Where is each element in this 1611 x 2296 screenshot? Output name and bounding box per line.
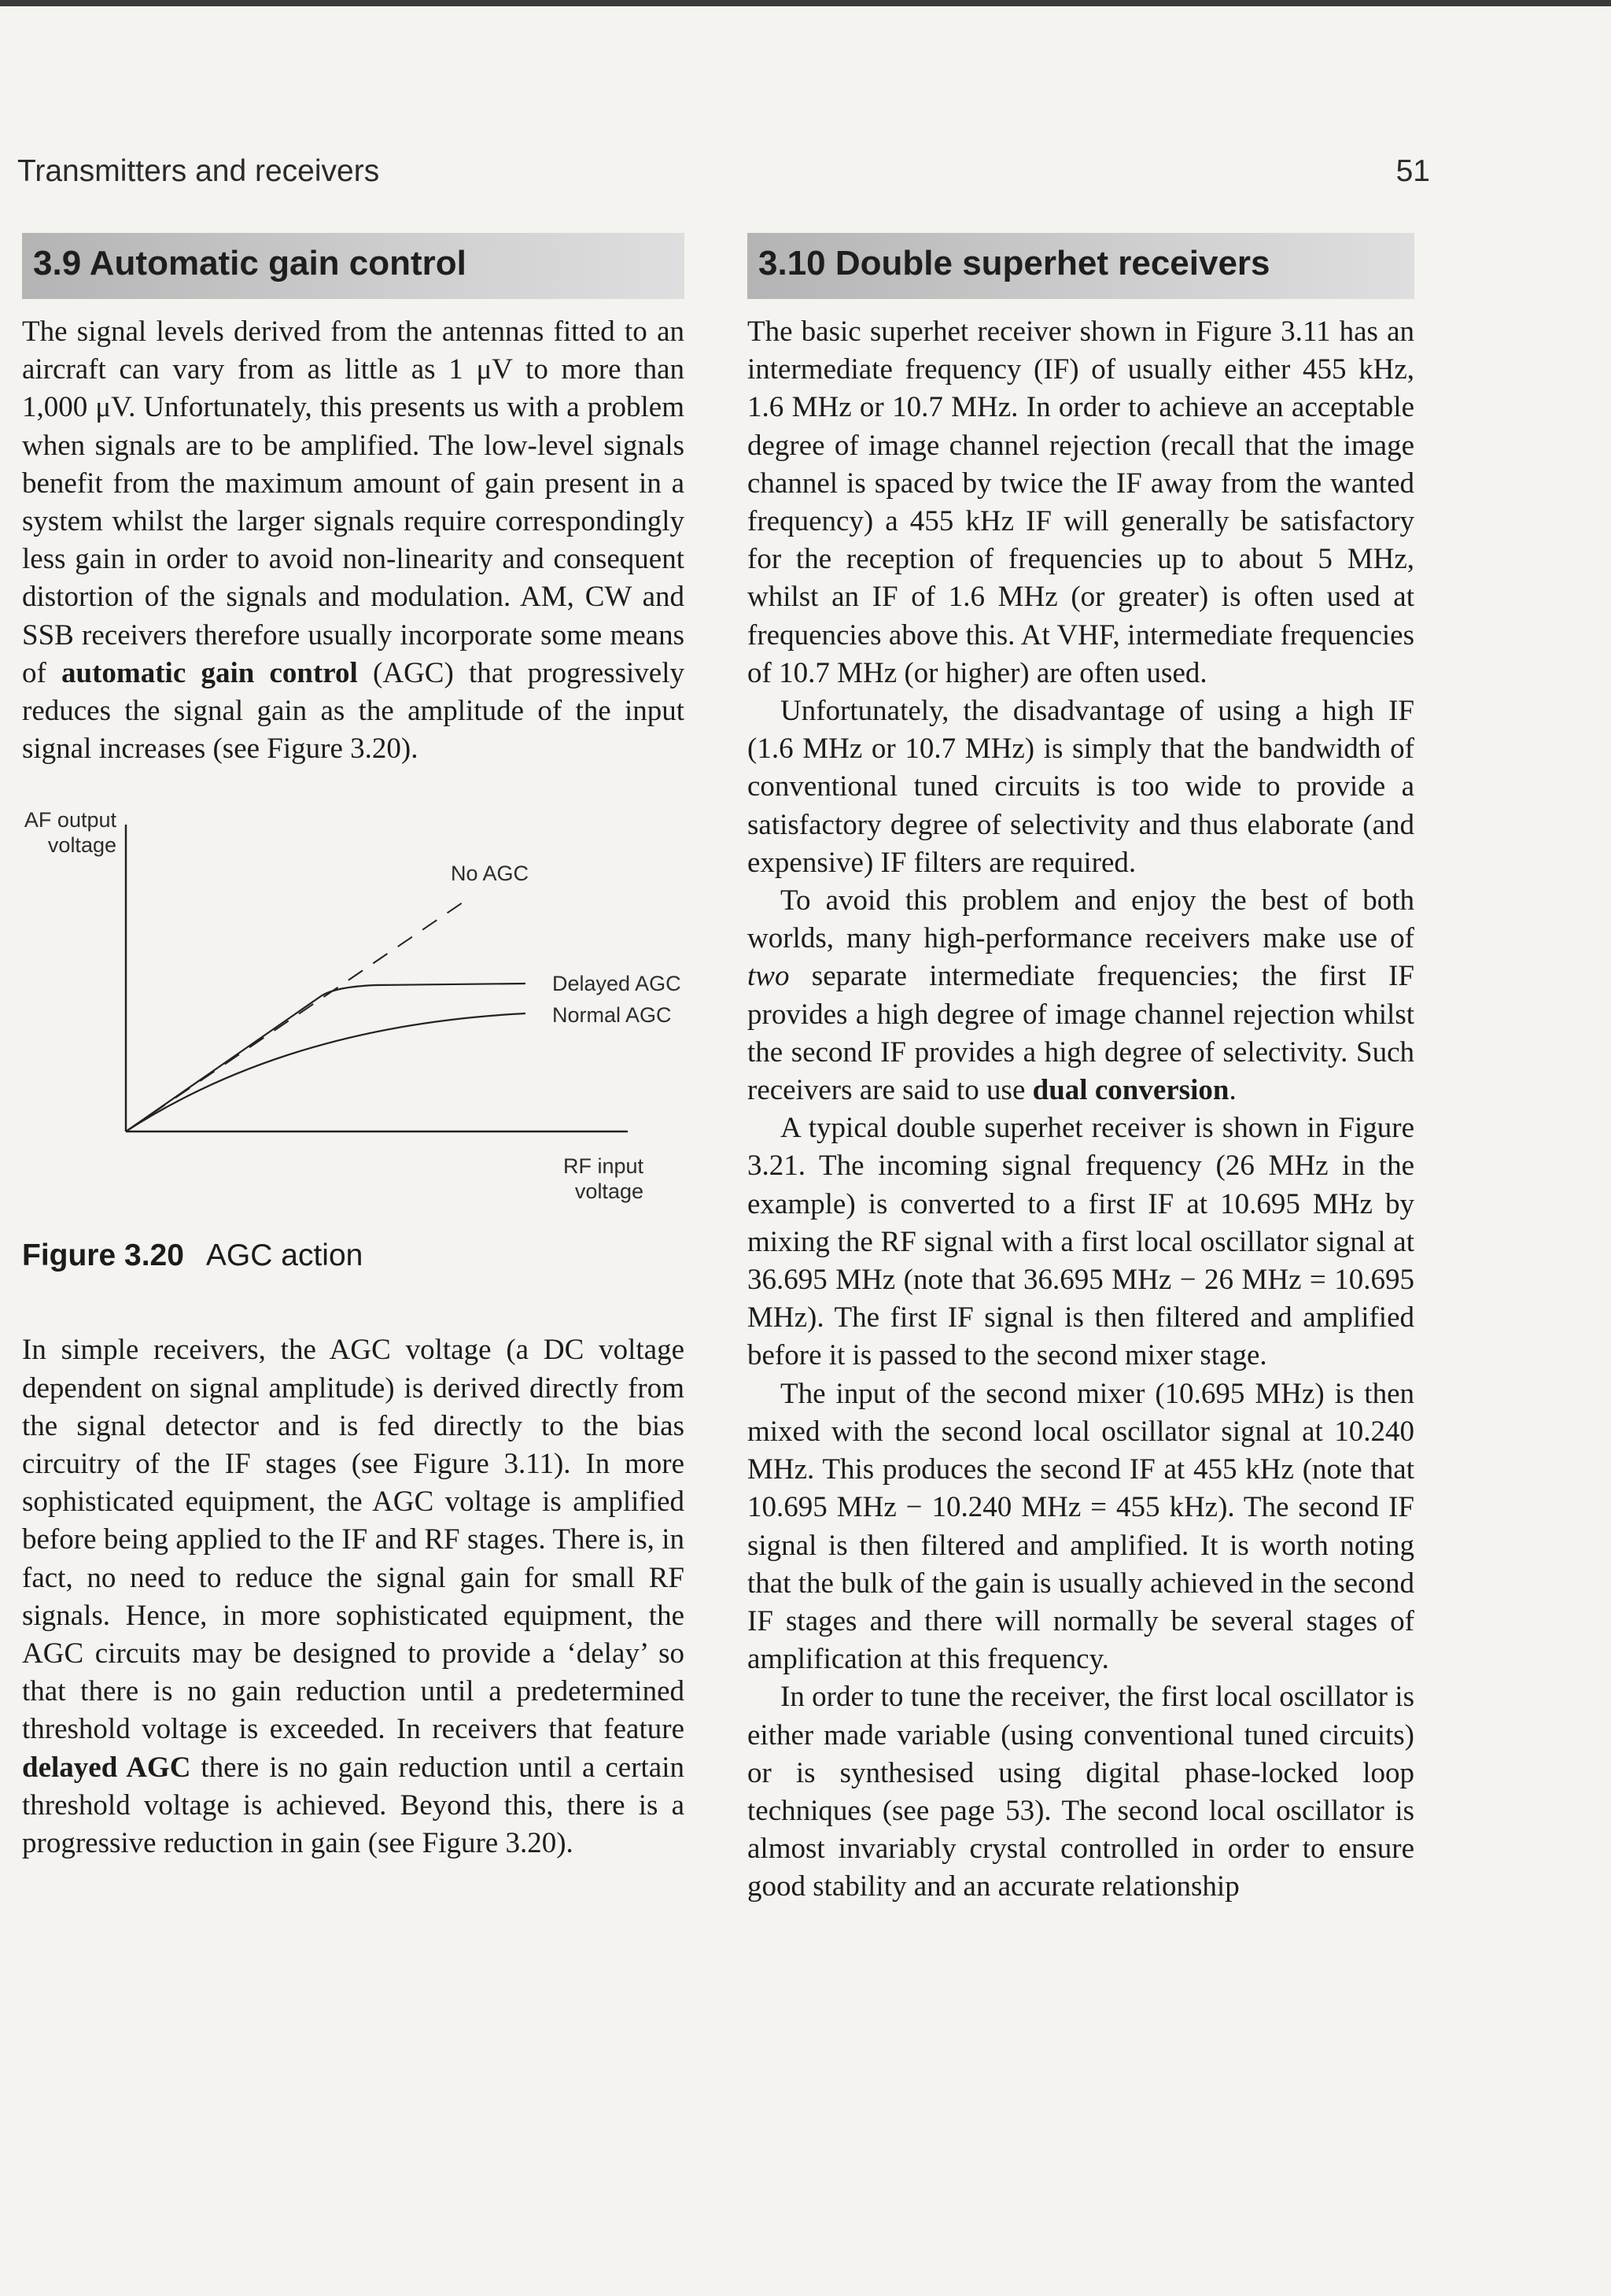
paragraph — [747, 882, 1414, 1109]
figure-caption-text: AGC action — [205, 1238, 363, 1273]
figure-3-20-agc-graph — [22, 801, 684, 1289]
double-superhet-text — [747, 313, 1414, 1907]
term-automatic-gain-control: automatic gain control — [61, 656, 358, 689]
left-column — [22, 233, 684, 1862]
agc-intro-paragraph — [22, 313, 684, 768]
text-run: To avoid this problem and enjoy the best of both worlds, many high-performance receivers make use of — [747, 884, 1414, 955]
x-axis-label — [533, 1154, 643, 1204]
paragraph: A typical double superhet receiver is shown in Figure 3.21. The incoming signal frequency (26 MHz in the example) is converted to a first IF at 10.695 MHz by mixing the RF signal with a first local oscillator signal at 36.695 MHz (note that 36.695 MHz − 26 MHz = 10.695 MHz). The first IF signal is then filtered and amplified before it is passed to the second mixer stage. — [747, 1112, 1414, 1372]
running-title: Transmitters and receivers — [17, 154, 380, 188]
text-run: . — [1229, 1074, 1237, 1107]
y-axis-label — [22, 807, 116, 858]
label-delayed-agc: Delayed AGC — [552, 972, 681, 996]
agc-detail-paragraph — [22, 1331, 684, 1862]
paragraph: In order to tune the receiver, the first local oscillator is either made variable (using conventional tuned circuits) or is synthesised using digital phase-locked loop techniques (see page 53). The second local oscillator is almost invariably crystal controlled in order to ensure good stability and an accurate relationship — [747, 1681, 1414, 1903]
section-heading-3-9: 3.9 Automatic gain control — [22, 233, 684, 299]
paragraph: The input of the second mixer (10.695 MHz) is then mixed with the second local oscillator signal at 10.240 MHz. This produces the second IF at 455 kHz (note that 10.695 MHz − 10.240 MHz = 455 kHz). The second IF signal is then filtered and amplified. It is worth noting that the bulk of the gain is usually achieved in the second IF stages and there will normally be several stages of amplification at this frequency. — [747, 1377, 1414, 1676]
text-run: In simple receivers, the AGC voltage (a DC voltage dependent on signal amplitude) is derived directly from the signal detector and is fed directly to the bias circuitry of the IF stages (see Figure 3.11). In more sophisticated equipment, the AGC voltage is amplified before being applied to the IF and RF stages. There is, in fact, no need to reduce the signal gain for small RF signals. Hence, in more sophisticated equipment, the AGC circuits may be designed to provide a ‘delay’ so that there is no gain reduction until a predetermined threshold voltage is exceeded. In receivers that feature — [22, 1334, 684, 1746]
label-normal-agc: Normal AGC — [552, 1003, 672, 1028]
page-number: 51 — [1395, 154, 1430, 188]
page-top-rule — [0, 0, 1611, 6]
term-delayed-agc: delayed AGC — [22, 1751, 191, 1784]
paragraph: Unfortunately, the disadvantage of using a high IF (1.6 MHz or 10.7 MHz) is simply that the bandwidth of conventional tuned circuits is too wide to provide a satisfactory degree of selectivity and thus elaborate (and expensive) IF filters are required. — [747, 695, 1414, 879]
paragraph: The basic superhet receiver shown in Figure 3.11 has an intermediate frequency (IF) of usually either 455 kHz, 1.6 MHz or 10.7 MHz. In order to achieve an acceptable degree of image channel rejection (recall that the image channel is spaced by twice the IF away from the wanted frequency) a 455 kHz IF will generally be satisfactory for the reception of frequencies up to about 5 MHz, whilst an IF of 1.6 MHz (or greater) is often used at frequencies above this. At VHF, intermediate frequencies of 10.7 MHz (or higher) are often used. — [747, 316, 1414, 689]
label-no-agc: No AGC — [451, 862, 529, 886]
delayed-agc-curve — [126, 984, 525, 1131]
normal-agc-curve — [126, 1013, 525, 1131]
y-axis-label-line: AF output — [24, 808, 116, 832]
term-dual-conversion: dual conversion — [1032, 1074, 1229, 1107]
text-run: there is no gain reduction until a certain threshold voltage is achieved. Beyond this, there is a progressive reduction in gain (see Figure 3.20). — [22, 1751, 684, 1860]
text-run: The signal levels derived from the antennas fitted to an aircraft can vary from as little as 1 μV to more than 1,000 μV. Unfortunately, this presents us with a problem when signals are to be amplified. The low-level signals benefit from the maximum amount of gain present in a system whilst the larger signals require correspondingly less gain in order to avoid non-linearity and consequent distortion of the signals and modulation. AM, CW and SSB receivers therefore usually incorporate some means of — [22, 316, 684, 689]
section-heading-3-10: 3.10 Double superhet receivers — [747, 233, 1414, 299]
text-run: separate intermediate frequencies; the first IF provides a high degree of image channel rejection whilst the second IF provides a high degree of selectivity. Such receivers are said to use — [747, 960, 1414, 1107]
x-axis-label-line: voltage — [574, 1179, 643, 1204]
x-axis-label-line: RF input — [562, 1154, 643, 1179]
y-axis-label-line: voltage — [47, 833, 116, 858]
emphasis-two: two — [747, 960, 790, 993]
right-column — [747, 233, 1414, 1907]
figure-caption — [22, 1238, 363, 1273]
running-head — [17, 154, 1430, 189]
text-run: (AGC) that progressively reduces the signal gain as the amplitude of the input signal increases (see Figure 3.20). — [22, 656, 684, 766]
figure-number: Figure 3.20 — [22, 1238, 184, 1273]
